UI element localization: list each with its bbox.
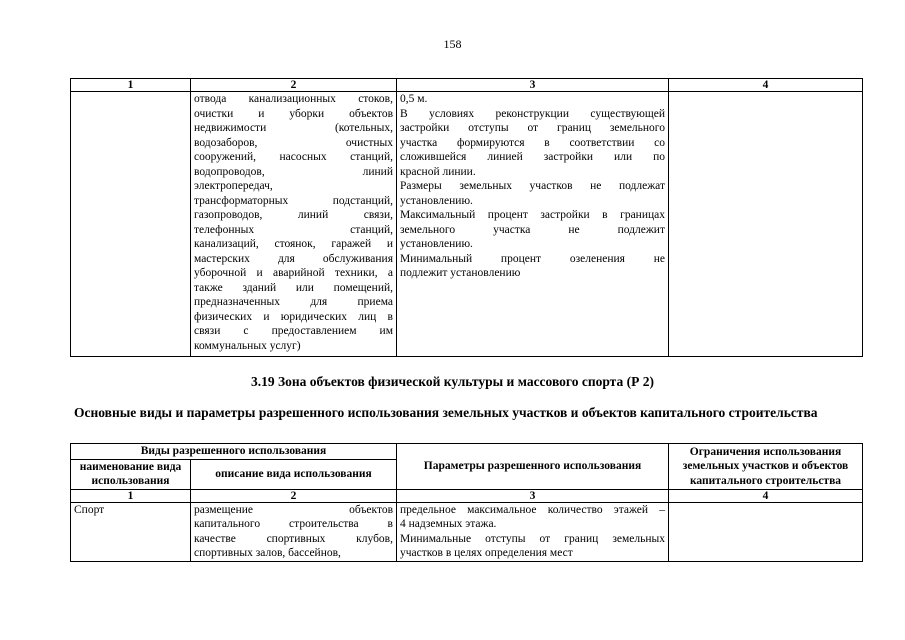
- header-limits: Ограничения использования земельных участков и объектов капитального строительства: [669, 444, 863, 490]
- table-row: [71, 92, 863, 357]
- description-line: недвижимости (котельных,: [194, 122, 393, 134]
- column-number-row: [71, 489, 863, 502]
- description-line: мастерских для обслуживания: [194, 252, 393, 265]
- description-line: трансформаторных подстанций,: [194, 194, 393, 207]
- description-line: уборочной и аварийной техники, а: [194, 267, 393, 279]
- parameters-line: Минимальные отступы от границ земельных: [400, 532, 665, 545]
- cell-description: [191, 92, 397, 357]
- parameters-line: красной линии.: [400, 165, 476, 178]
- page-number: 158: [443, 37, 462, 51]
- section-title: 3.19 Зона объектов физической культуры и массового спорта (Р 2): [251, 374, 654, 389]
- parameters-line: Максимальный процент застройки в границах: [400, 209, 665, 221]
- description-line: также зданий или помещений,: [194, 281, 393, 294]
- header-usage-description: описание вида использования: [191, 459, 397, 489]
- description-line: телефонных станций,: [194, 223, 393, 236]
- header-parameters: Параметры разрешенного использования: [397, 444, 669, 490]
- description-line: качестве спортивных клубов,: [194, 532, 393, 545]
- description-line: водопроводов, линий: [194, 165, 393, 178]
- description-line: электропередач,: [194, 180, 273, 192]
- parameters-line: предельное максимальное количество этажей –: [400, 503, 665, 516]
- parameters-line: сложившейся линией застройки или по: [400, 151, 665, 163]
- parameters-line: подлежит установлению: [400, 267, 521, 279]
- cell-limits-empty: [669, 502, 863, 561]
- description-line: газопроводов, линий связи,: [194, 209, 393, 221]
- description-line: спортивных залов, бассейнов,: [194, 547, 341, 559]
- description-line: канализаций, стоянок, гаражей и: [194, 238, 393, 250]
- column-number-row: [71, 79, 863, 92]
- col-number-3: 3: [397, 489, 669, 502]
- description-line: связи с предоставлением им: [194, 325, 393, 337]
- description-line: предназначенных для приема: [194, 296, 393, 308]
- continued-table: [70, 78, 863, 357]
- parameters-line: 0,5 м.: [400, 93, 428, 105]
- description-line: водозаборов, очистных: [194, 136, 393, 149]
- parameters-line: В условиях реконструкции существующей: [400, 107, 665, 120]
- cell-usage-name: Спорт: [71, 502, 191, 561]
- col-number-2: 2: [191, 79, 397, 92]
- col-number-3: 3: [397, 79, 669, 92]
- col-number-4: 4: [669, 489, 863, 502]
- header-usage-types: Виды разрешенного использования: [71, 444, 397, 460]
- parameters-line: участков в целях определения мест: [400, 547, 573, 559]
- cell-name-empty: [71, 92, 191, 357]
- col-number-1: 1: [71, 79, 191, 92]
- cell-parameters: [397, 502, 669, 561]
- parameters-line: установлению.: [400, 238, 473, 250]
- description-line: очистки и уборки объектов: [194, 107, 393, 120]
- description-line: капитального строительства в: [194, 518, 393, 530]
- header-row-1: [71, 444, 863, 460]
- description-line: отвода канализационных стоков,: [194, 93, 393, 105]
- description-line: сооружений, насосных станций,: [194, 151, 393, 163]
- table-row: [71, 502, 863, 561]
- description-line: коммунальных услуг): [194, 339, 301, 352]
- col-number-2: 2: [191, 489, 397, 502]
- col-number-4: 4: [669, 79, 863, 92]
- parameters-line: застройки отступы от границ земельного: [400, 122, 665, 134]
- header-usage-name: наименование вида использования: [71, 459, 191, 489]
- zone-table: [70, 443, 863, 562]
- cell-limits-empty: [669, 92, 863, 357]
- parameters-line: Минимальный процент озеленения не: [400, 252, 665, 265]
- parameters-line: земельного участка не подлежит: [400, 223, 665, 236]
- parameters-line: 4 надземных этажа.: [400, 518, 497, 530]
- cell-parameters: [397, 92, 669, 357]
- parameters-line: Размеры земельных участков не подлежат: [400, 180, 665, 192]
- parameters-line: установлению.: [400, 194, 473, 207]
- description-line: физических и юридических лиц в: [194, 310, 393, 323]
- table-subtitle: Основные виды и параметры разрешенного использования земельных участков и объектов капитального строительства: [74, 405, 818, 420]
- description-line: размещение объектов: [194, 503, 393, 516]
- col-number-1: 1: [71, 489, 191, 502]
- cell-usage-description: [191, 502, 397, 561]
- parameters-line: участка формируются в соответствии со: [400, 136, 665, 149]
